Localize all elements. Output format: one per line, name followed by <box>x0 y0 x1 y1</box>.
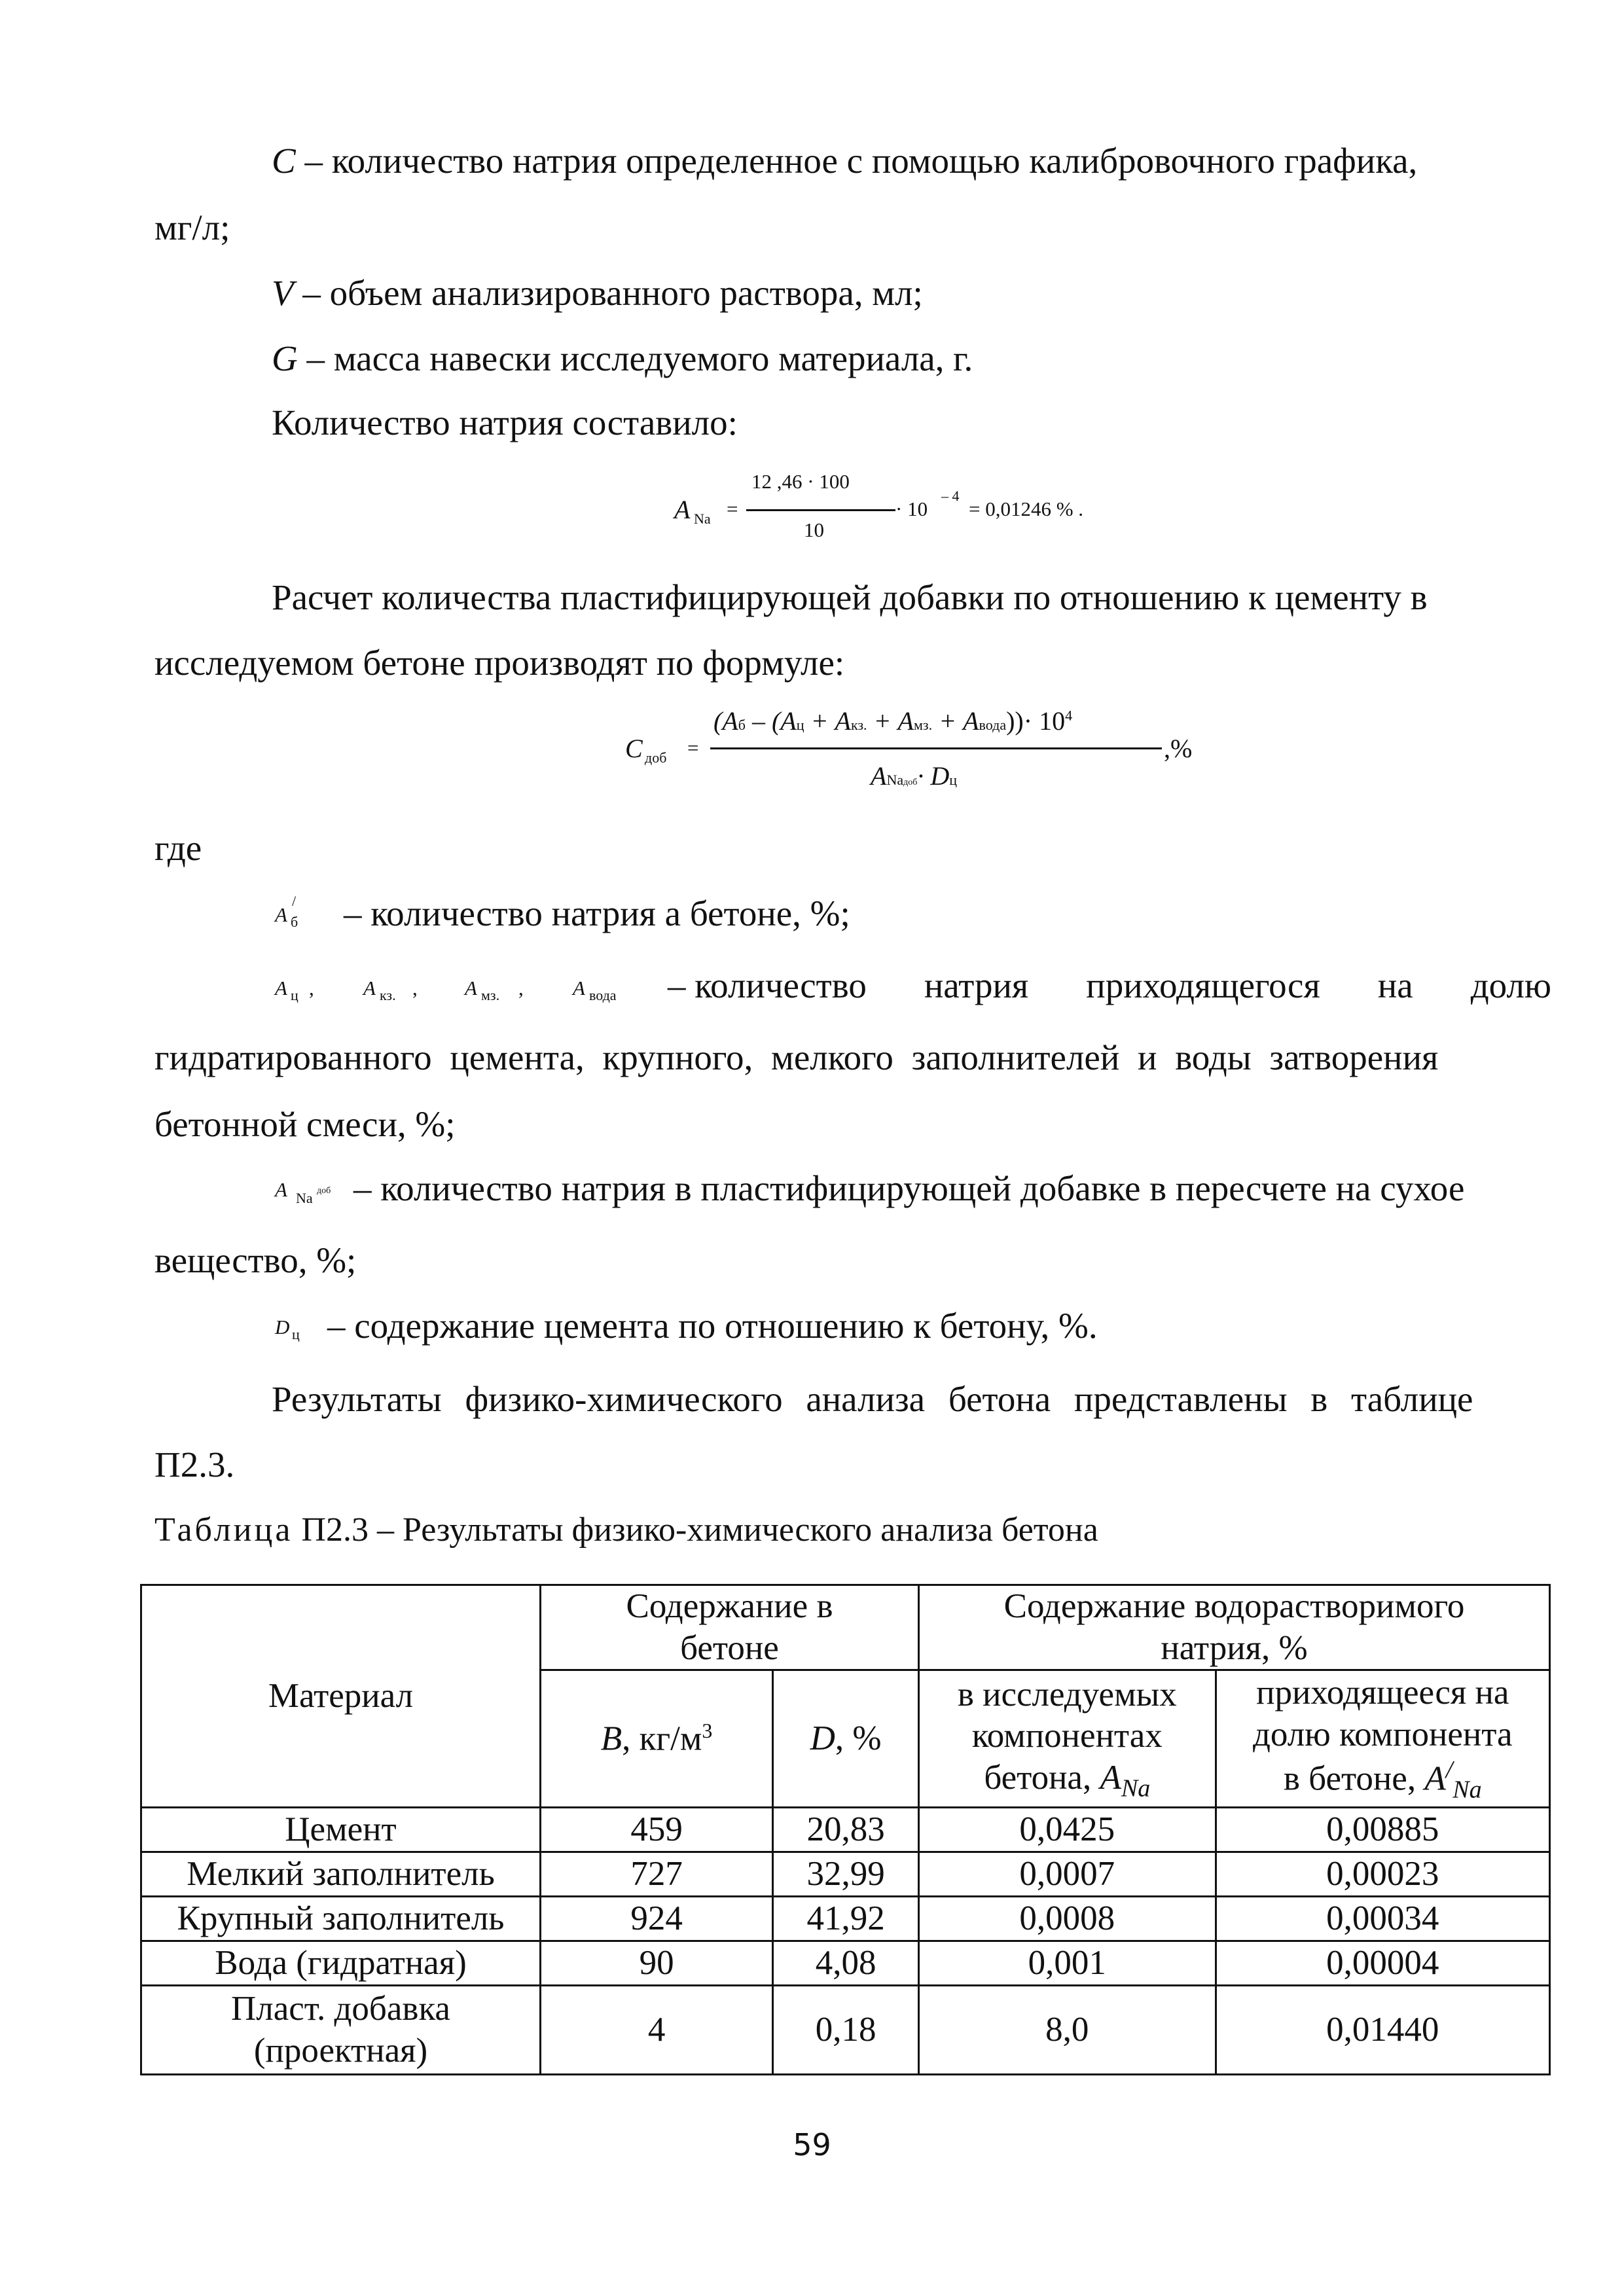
g-text: – масса навески исследуемого материала, г. <box>306 338 973 378</box>
group-text-line1: – количество натрия приходящегося на долю <box>668 965 1551 1005</box>
header-material: Материал <box>141 1585 541 1808</box>
table-row: Крупный заполнитель 924 41,92 0,0008 0,00034 <box>141 1897 1550 1941</box>
f2-fraction-bar <box>710 747 1162 749</box>
v-symbol: V <box>272 273 294 313</box>
results-line2: П2.3. <box>154 1444 235 1484</box>
results-table <box>140 1584 1551 2075</box>
f1-exp: – 4 <box>941 488 960 504</box>
calc-paragraph-line2: исследуемом бетоне производят по формуле: <box>154 643 845 683</box>
header-sodium: Содержание водорастворимого натрия, % <box>919 1585 1550 1670</box>
f1-denominator: 10 <box>804 518 824 541</box>
calc-text-1: Расчет количества пластифицирующей добавки по отношению к цементу в <box>272 577 1428 617</box>
legend-c-cont: мг/л; <box>154 207 230 247</box>
header-d: D, % <box>773 1670 919 1808</box>
g-symbol: G <box>272 338 298 378</box>
f1-numerator: 12 ,46 · 100 <box>751 470 850 493</box>
f1-lhs: A <box>674 495 691 524</box>
header-b: B, $кг/м^3$ <box>540 1670 772 1808</box>
f2-eq: = <box>687 736 699 759</box>
f2-sub-b: б <box>738 717 746 733</box>
f1-lhs-sub: Na <box>694 511 711 527</box>
where-text: где <box>154 828 202 868</box>
legend-g-line <box>272 340 973 376</box>
sodium-amount-text: Количество натрия составило: <box>272 403 738 442</box>
results-line1: Результаты физико-химического анализа бетона представлены в таблице <box>272 1379 1473 1419</box>
ana-text-2: вещество, %; <box>154 1240 357 1280</box>
legend-c-line <box>272 143 1551 179</box>
f1-fraction-bar <box>746 509 895 511</box>
f2-sub-c: ц <box>796 717 804 733</box>
f1-eq: = <box>727 497 738 520</box>
table-caption: Таблица П2.3 – Результаты физико-химического анализа бетона <box>154 1511 1098 1549</box>
v-text: – объем анализированного раствора, мл; <box>302 273 923 313</box>
group-text-line2: гидратированного цемента, крупного, мелкого заполнителей и воды затворения <box>154 1037 1439 1077</box>
ab-text: – количество натрия а бетоне, %; <box>344 893 850 933</box>
calc-paragraph-line1 <box>272 579 1551 615</box>
header-in-components: в исследуемых компонентах бетона, $A_{Na}$ <box>919 1670 1216 1808</box>
header-content: Содержание в бетоне <box>540 1585 918 1670</box>
f2-lhs: C <box>625 734 643 763</box>
ana-text-1: – количество натрия в пластифицирующей добавке в пересчете на сухое <box>353 1168 1465 1208</box>
group-text-line3: бетонной смеси, %; <box>154 1104 456 1144</box>
f2-sub-mz: мз. <box>913 717 933 733</box>
legend-v-line <box>272 275 923 311</box>
page-number: 59 <box>793 2127 831 2162</box>
f2-lhs-sub: доб <box>645 749 667 766</box>
f2-unit: ,% <box>1164 734 1193 763</box>
f2-sub-water: вода <box>979 717 1007 733</box>
c-symbol: C <box>272 141 296 181</box>
f2-denominator: ANaдоб· Dц <box>871 761 958 791</box>
f2-sub-kz: кз. <box>850 717 867 733</box>
f2-exp: 4 <box>1065 707 1073 724</box>
dc-text: – содержание цемента по отношению к бетону, %. <box>327 1306 1098 1346</box>
f1-mult: · 10 <box>895 497 928 520</box>
header-per-component: приходящееся на долю компонента в бетоне, $A^/_{Na}$ <box>1216 1670 1549 1808</box>
table-row: Мелкий заполнитель 727 32,99 0,0007 0,00023 <box>141 1852 1550 1897</box>
f2-numerator: (Aб – (Aц + Aкз. + Aмз. + Aвода))· $10^4$ <box>713 706 1073 736</box>
f1-result: = 0,01246 % . <box>969 497 1084 520</box>
table-row: Цемент 459 20,83 0,0425 0,00885 <box>141 1808 1550 1852</box>
table-row: Вода (гидратная) 90 4,08 0,001 0,00004 <box>141 1941 1550 1986</box>
c-text: – количество натрия определенное с помощью калибровочного графика, <box>304 141 1418 181</box>
table-row: Пласт. добавка (проектная) 4 0,18 8,0 0,01440 <box>141 1986 1550 2075</box>
